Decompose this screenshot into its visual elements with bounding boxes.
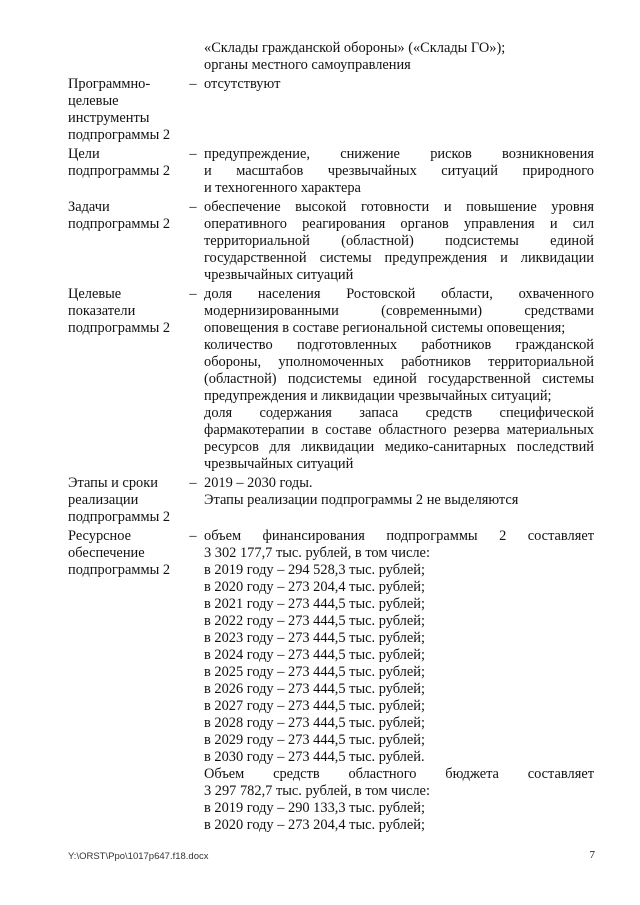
label-line: Программно- xyxy=(68,76,151,92)
row-dash: – xyxy=(189,146,197,162)
content-line: в 2026 году – 273 444,5 тыс. рублей; xyxy=(204,681,425,697)
content-line: в 2021 году – 273 444,5 тыс. рублей; xyxy=(204,596,425,612)
row-label xyxy=(68,146,186,180)
content-line: фармакотерапии в составе областного резерва материальных xyxy=(204,422,594,438)
content-line: отсутствуют xyxy=(204,76,281,92)
table-row xyxy=(0,199,640,284)
label-line: подпрограммы 2 xyxy=(68,163,171,179)
content-line: чрезвычайных ситуаций xyxy=(204,267,354,283)
content-line: территориальной (областной) подсистемы единой xyxy=(204,233,594,249)
content-line: органы местного самоуправления xyxy=(204,57,411,73)
row-content xyxy=(204,199,594,284)
label-line: подпрограммы 2 xyxy=(68,127,171,143)
content-line: государственной системы предупреждения и ликвидации xyxy=(204,250,594,266)
table-row xyxy=(0,40,640,74)
label-line: Этапы и сроки xyxy=(68,475,158,491)
page-number: 7 xyxy=(589,849,595,861)
content-line xyxy=(204,93,594,110)
row-content xyxy=(204,528,594,834)
table-row xyxy=(0,146,640,197)
row-label xyxy=(68,199,186,233)
row-dash: – xyxy=(189,475,197,491)
content-line: чрезвычайных ситуаций xyxy=(204,456,354,472)
label-line: Задачи xyxy=(68,199,110,215)
content-line: в 2023 году – 273 444,5 тыс. рублей; xyxy=(204,630,425,646)
content-line: предупреждение, снижение рисков возникновения xyxy=(204,146,594,162)
content-line: в 2024 году – 273 444,5 тыс. рублей; xyxy=(204,647,425,663)
content-line: в 2022 году – 273 444,5 тыс. рублей; xyxy=(204,613,425,629)
content-line: оперативного реагирования органов управления и сил xyxy=(204,216,594,232)
label-line: подпрограммы 2 xyxy=(68,509,171,525)
content-line: обороны, уполномоченных работников территориальной xyxy=(204,354,594,370)
content-line xyxy=(204,127,594,144)
content-line: в 2027 году – 273 444,5 тыс. рублей; xyxy=(204,698,425,714)
row-content xyxy=(204,76,594,144)
content-line: доля содержания запаса средств специфической xyxy=(204,405,594,421)
table-row xyxy=(0,475,640,526)
content-line: Объем средств областного бюджета составляет xyxy=(204,766,594,782)
content-line: в 2030 году – 273 444,5 тыс. рублей. xyxy=(204,749,425,765)
content-line: в 2025 году – 273 444,5 тыс. рублей; xyxy=(204,664,425,680)
table-row xyxy=(0,76,640,144)
content-line xyxy=(204,509,594,526)
row-label xyxy=(68,475,186,526)
label-line: подпрограммы 2 xyxy=(68,216,171,232)
label-line: реализации xyxy=(68,492,139,508)
content-line: «Склады гражданской обороны» («Склады ГО»); xyxy=(204,40,506,56)
content-line: и техногенного характера xyxy=(204,180,361,196)
label-line: Ресурсное xyxy=(68,528,131,544)
passport-table xyxy=(0,40,640,836)
footer-file-path: Y:\ORST\Ppo\1017p647.f18.docx xyxy=(68,851,209,862)
row-label xyxy=(68,286,186,337)
table-row xyxy=(0,286,640,473)
label-line: подпрограммы 2 xyxy=(68,320,171,336)
label-line: Цели xyxy=(68,146,100,162)
label-line: инструменты xyxy=(68,110,150,126)
content-line: оповещения в составе региональной системы оповещения; xyxy=(204,320,566,336)
label-line: показатели xyxy=(68,303,136,319)
content-line: модернизированными (современными) средствами xyxy=(204,303,594,319)
row-dash: – xyxy=(189,199,197,215)
content-line: Этапы реализации подпрограммы 2 не выделяются xyxy=(204,492,519,508)
content-line: количество подготовленных работников гражданской xyxy=(204,337,594,353)
label-line: целевые xyxy=(68,93,119,109)
content-line: 2019 – 2030 годы. xyxy=(204,475,313,491)
content-line xyxy=(204,110,594,127)
row-dash: – xyxy=(189,286,197,302)
content-line: в 2020 году – 273 204,4 тыс. рублей; xyxy=(204,579,425,595)
row-content xyxy=(204,286,594,473)
row-label xyxy=(68,528,186,579)
content-line: обеспечение высокой готовности и повышение уровня xyxy=(204,199,594,215)
table-row xyxy=(0,528,640,834)
label-line: Целевые xyxy=(68,286,122,302)
content-line: доля населения Ростовской области, охваченного xyxy=(204,286,594,302)
row-dash: – xyxy=(189,528,197,544)
content-line: в 2028 году – 273 444,5 тыс. рублей; xyxy=(204,715,425,731)
content-line: предупреждения и ликвидации чрезвычайных ситуаций; xyxy=(204,388,552,404)
content-line: 3 297 782,7 тыс. рублей, в том числе: xyxy=(204,783,430,799)
content-line: в 2019 году – 290 133,3 тыс. рублей; xyxy=(204,800,425,816)
content-line: в 2020 году – 273 204,4 тыс. рублей; xyxy=(204,817,425,833)
content-line: в 2019 году – 294 528,3 тыс. рублей; xyxy=(204,562,425,578)
label-line: обеспечение xyxy=(68,545,145,561)
label-line: подпрограммы 2 xyxy=(68,562,171,578)
content-line: в 2029 году – 273 444,5 тыс. рублей; xyxy=(204,732,425,748)
row-content xyxy=(204,40,594,74)
row-content xyxy=(204,146,594,197)
row-dash: – xyxy=(189,76,197,92)
content-line: 3 302 177,7 тыс. рублей, в том числе: xyxy=(204,545,430,561)
content-line: объем финансирования подпрограммы 2 составляет xyxy=(204,528,594,544)
row-label xyxy=(68,76,186,144)
content-line: ресурсов для ликвидации медико-санитарных последствий xyxy=(204,439,594,455)
row-content xyxy=(204,475,594,526)
content-line: (областной) подсистемы единой государственной системы xyxy=(204,371,594,387)
content-line: и масштабов чрезвычайных ситуаций природного xyxy=(204,163,594,179)
